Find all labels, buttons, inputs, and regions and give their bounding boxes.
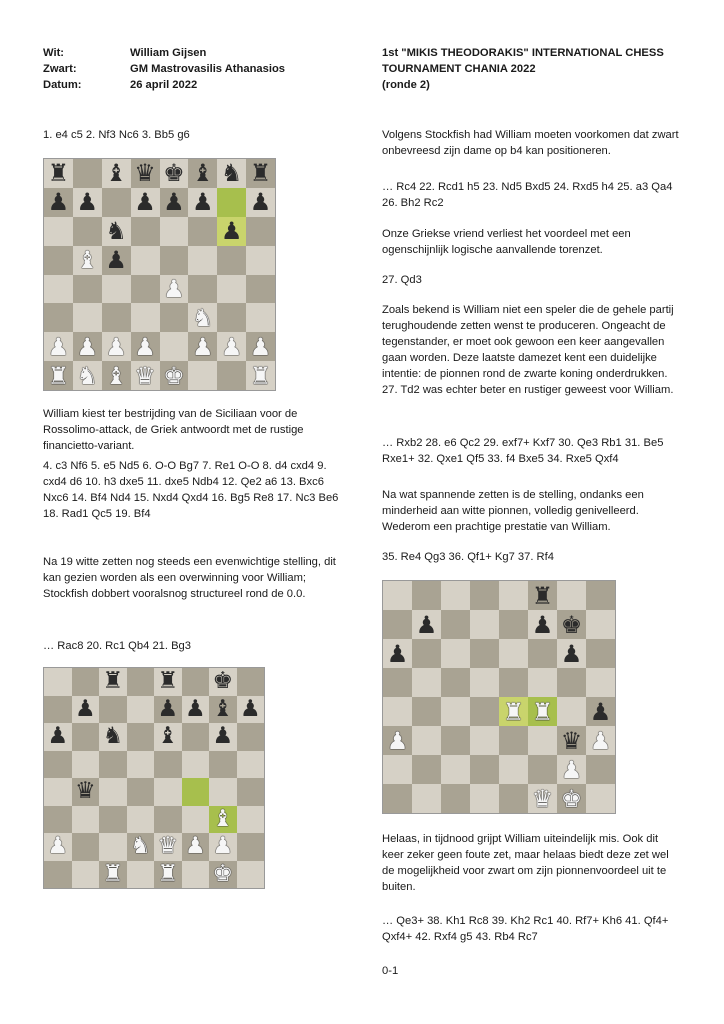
square-c3 bbox=[99, 806, 127, 834]
square-d4 bbox=[470, 697, 499, 726]
square-g3 bbox=[557, 726, 586, 755]
square-d1 bbox=[131, 361, 160, 390]
square-d2 bbox=[131, 332, 160, 361]
square-f2 bbox=[188, 332, 217, 361]
square-f7 bbox=[188, 188, 217, 217]
black-pawn-icon: ♟ bbox=[47, 188, 70, 217]
square-b5 bbox=[72, 751, 100, 779]
square-e3 bbox=[499, 726, 528, 755]
square-g2 bbox=[209, 833, 237, 861]
black-bishop-icon: ♝ bbox=[157, 723, 179, 750]
black-pawn-icon: ♟ bbox=[105, 246, 127, 275]
square-e1 bbox=[499, 784, 528, 813]
square-g2 bbox=[217, 332, 246, 361]
square-c2 bbox=[102, 332, 131, 361]
square-b1 bbox=[73, 361, 102, 390]
square-d8 bbox=[470, 581, 499, 610]
square-b2 bbox=[72, 833, 100, 861]
square-h8 bbox=[246, 159, 275, 188]
square-g4 bbox=[557, 697, 586, 726]
square-a1 bbox=[44, 861, 72, 889]
date-row bbox=[43, 77, 333, 93]
square-b6 bbox=[412, 639, 441, 668]
black-pawn-icon: ♟ bbox=[212, 723, 234, 750]
square-c8 bbox=[102, 159, 131, 188]
square-f8 bbox=[182, 668, 210, 696]
square-b7 bbox=[412, 610, 441, 639]
square-h1 bbox=[237, 861, 265, 889]
square-d6 bbox=[131, 217, 160, 246]
white-pawn-icon: ♟ bbox=[212, 833, 234, 860]
white-rook-icon: ♜ bbox=[502, 697, 525, 726]
square-h6 bbox=[246, 217, 275, 246]
square-b4 bbox=[72, 778, 100, 806]
white-pawn-icon: ♟ bbox=[192, 332, 214, 361]
white-rook-icon: ♜ bbox=[47, 361, 70, 390]
square-e6 bbox=[499, 639, 528, 668]
square-f1 bbox=[188, 361, 217, 390]
square-h2 bbox=[246, 332, 275, 361]
square-h8 bbox=[237, 668, 265, 696]
square-f4 bbox=[188, 275, 217, 304]
square-d1 bbox=[127, 861, 155, 889]
square-a6 bbox=[383, 639, 412, 668]
square-a6 bbox=[44, 217, 73, 246]
square-b6 bbox=[72, 723, 100, 751]
black-pawn-icon: ♟ bbox=[531, 610, 554, 639]
square-b3 bbox=[72, 806, 100, 834]
tournament-line-1 bbox=[382, 45, 702, 61]
square-f6 bbox=[182, 723, 210, 751]
square-e5 bbox=[499, 668, 528, 697]
square-e7 bbox=[499, 610, 528, 639]
square-e6 bbox=[160, 217, 189, 246]
black-rook-icon: ♜ bbox=[157, 668, 179, 695]
black-bishop-icon: ♝ bbox=[105, 159, 127, 188]
square-c1 bbox=[99, 861, 127, 889]
square-h5 bbox=[246, 246, 275, 275]
square-e7 bbox=[160, 188, 189, 217]
square-b5 bbox=[412, 668, 441, 697]
square-e8 bbox=[499, 581, 528, 610]
black-pawn-icon: ♟ bbox=[249, 188, 272, 217]
white-knight-icon: ♞ bbox=[129, 833, 151, 860]
black-rook-icon: ♜ bbox=[47, 159, 70, 188]
square-e3 bbox=[160, 303, 189, 332]
white-king-icon: ♚ bbox=[560, 784, 583, 813]
square-c1 bbox=[102, 361, 131, 390]
black-pawn-icon: ♟ bbox=[157, 695, 179, 722]
square-c7 bbox=[441, 610, 470, 639]
black-bishop-icon: ♝ bbox=[192, 159, 214, 188]
square-c8 bbox=[99, 668, 127, 696]
square-b1 bbox=[72, 861, 100, 889]
square-a7 bbox=[44, 696, 72, 724]
square-f8 bbox=[528, 581, 557, 610]
square-e1 bbox=[160, 361, 189, 390]
commentary-william-style: Zoals bekend is William niet een speler die de gehele partij terughoudende zetten wenst te produceren. Ongeacht de tegenstander, er moet ook gewoon een keer aangevallen gaan worden. Deze laatste damezet kent een duidelijke intentie: de pionnen rond de zwarte koning onderdrukken. 27. Td2 was echter beter en rustiger geweest voor William. bbox=[382, 304, 674, 396]
square-g4 bbox=[217, 275, 246, 304]
black-knight-icon: ♞ bbox=[105, 217, 127, 246]
square-a1 bbox=[383, 784, 412, 813]
moves-35-to-37: 35. Re4 Qg3 36. Qf1+ Kg7 37. Rf4 bbox=[382, 551, 554, 563]
square-h5 bbox=[586, 668, 615, 697]
square-a7 bbox=[44, 188, 73, 217]
square-f3 bbox=[182, 806, 210, 834]
black-rook-icon: ♜ bbox=[102, 668, 124, 695]
square-e4 bbox=[160, 275, 189, 304]
white-pawn-icon: ♟ bbox=[76, 332, 99, 361]
square-h4 bbox=[246, 275, 275, 304]
square-e6 bbox=[154, 723, 182, 751]
tournament-line-2 bbox=[382, 61, 672, 77]
square-a2 bbox=[383, 755, 412, 784]
black-pawn-icon: ♟ bbox=[415, 610, 438, 639]
square-c3 bbox=[102, 303, 131, 332]
chess-board-opening bbox=[43, 158, 276, 391]
square-e3 bbox=[154, 806, 182, 834]
square-g1 bbox=[557, 784, 586, 813]
square-h8 bbox=[586, 581, 615, 610]
square-f2 bbox=[528, 755, 557, 784]
white-pawn-icon: ♟ bbox=[105, 332, 127, 361]
square-f8 bbox=[188, 159, 217, 188]
white-queen-icon: ♛ bbox=[157, 833, 179, 860]
square-g1 bbox=[209, 861, 237, 889]
square-f7 bbox=[528, 610, 557, 639]
commentary-levelled: Na wat spannende zetten is de stelling, ondanks een minderheid aan witte pionnen, volledig genivelleerd. Wederom een prachtige prestatie van William. bbox=[382, 489, 644, 533]
round-label: (ronde 2) bbox=[382, 79, 430, 91]
commentary-greek-friend: Onze Griekse vriend verliest het voordeel met een ogenschijnlijk logische aanvallende torenzet. bbox=[382, 228, 631, 256]
square-c8 bbox=[441, 581, 470, 610]
square-g1 bbox=[217, 361, 246, 390]
square-e8 bbox=[160, 159, 189, 188]
square-b2 bbox=[73, 332, 102, 361]
date-label: Datum: bbox=[43, 79, 82, 91]
square-d1 bbox=[470, 784, 499, 813]
square-b8 bbox=[72, 668, 100, 696]
white-bishop-icon: ♝ bbox=[76, 246, 99, 275]
square-a1 bbox=[44, 361, 73, 390]
move-27: 27. Qd3 bbox=[382, 274, 422, 286]
white-player: William Gijsen bbox=[130, 47, 207, 59]
square-g5 bbox=[209, 751, 237, 779]
square-d7 bbox=[470, 610, 499, 639]
square-f1 bbox=[528, 784, 557, 813]
square-g3 bbox=[209, 806, 237, 834]
black-queen-icon: ♛ bbox=[560, 726, 583, 755]
square-h1 bbox=[586, 784, 615, 813]
square-h5 bbox=[237, 751, 265, 779]
square-c1 bbox=[441, 784, 470, 813]
square-c6 bbox=[99, 723, 127, 751]
square-d4 bbox=[131, 275, 160, 304]
white-queen-icon: ♛ bbox=[531, 784, 554, 813]
square-b7 bbox=[73, 188, 102, 217]
white-pawn-icon: ♟ bbox=[47, 332, 70, 361]
black-player-row bbox=[43, 61, 333, 77]
square-g6 bbox=[209, 723, 237, 751]
square-g8 bbox=[557, 581, 586, 610]
square-b2 bbox=[412, 755, 441, 784]
white-bishop-icon: ♝ bbox=[105, 361, 127, 390]
square-g5 bbox=[217, 246, 246, 275]
black-rook-icon: ♜ bbox=[531, 581, 554, 610]
square-e5 bbox=[160, 246, 189, 275]
square-c6 bbox=[441, 639, 470, 668]
square-g4 bbox=[209, 778, 237, 806]
square-c4 bbox=[441, 697, 470, 726]
square-d2 bbox=[127, 833, 155, 861]
square-f4 bbox=[182, 778, 210, 806]
square-g7 bbox=[557, 610, 586, 639]
commentary-rossolimo: William kiest ter bestrijding van de Siciliaan voor de Rossolimo-attack, de Griek antwoordt met de rustige financietto-variant. bbox=[43, 408, 304, 452]
black-pawn-icon: ♟ bbox=[560, 639, 583, 668]
square-a5 bbox=[44, 246, 73, 275]
square-g8 bbox=[209, 668, 237, 696]
chess-board-move-37 bbox=[382, 580, 616, 814]
moves-21-to-26: … Rc4 22. Rcd1 h5 23. Nd5 Bxd5 24. Rxd5 h4 25. a3 Qa4 26. Bh2 Rc2 bbox=[382, 181, 673, 209]
square-a2 bbox=[44, 332, 73, 361]
opening-moves: 1. e4 c5 2. Nf3 Nc6 3. Bb5 g6 bbox=[43, 129, 190, 141]
square-a5 bbox=[383, 668, 412, 697]
square-c5 bbox=[102, 246, 131, 275]
square-d5 bbox=[127, 751, 155, 779]
square-b3 bbox=[73, 303, 102, 332]
square-f1 bbox=[182, 861, 210, 889]
square-e7 bbox=[154, 696, 182, 724]
square-b3 bbox=[412, 726, 441, 755]
square-d2 bbox=[470, 755, 499, 784]
black-pawn-icon: ♟ bbox=[134, 188, 156, 217]
square-g6 bbox=[217, 217, 246, 246]
square-b7 bbox=[72, 696, 100, 724]
black-pawn-icon: ♟ bbox=[76, 188, 99, 217]
square-d6 bbox=[470, 639, 499, 668]
black-pawn-icon: ♟ bbox=[239, 695, 261, 722]
square-e4 bbox=[154, 778, 182, 806]
square-c7 bbox=[102, 188, 131, 217]
white-knight-icon: ♞ bbox=[76, 361, 99, 390]
white-pawn-icon: ♟ bbox=[47, 833, 69, 860]
black-bishop-icon: ♝ bbox=[212, 695, 234, 722]
square-d8 bbox=[131, 159, 160, 188]
white-knight-icon: ♞ bbox=[192, 303, 214, 332]
square-d7 bbox=[131, 188, 160, 217]
square-c6 bbox=[102, 217, 131, 246]
black-pawn-icon: ♟ bbox=[192, 188, 214, 217]
square-d7 bbox=[127, 696, 155, 724]
white-rook-icon: ♜ bbox=[102, 860, 124, 887]
square-h7 bbox=[246, 188, 275, 217]
black-pawn-icon: ♟ bbox=[47, 723, 69, 750]
black-player: GM Mastrovasilis Athanasios bbox=[130, 63, 286, 75]
square-b8 bbox=[73, 159, 102, 188]
square-a7 bbox=[383, 610, 412, 639]
square-a8 bbox=[383, 581, 412, 610]
square-d3 bbox=[470, 726, 499, 755]
square-e5 bbox=[154, 751, 182, 779]
white-bishop-icon: ♝ bbox=[212, 805, 234, 832]
square-e1 bbox=[154, 861, 182, 889]
square-f2 bbox=[182, 833, 210, 861]
square-a3 bbox=[44, 806, 72, 834]
black-pawn-icon: ♟ bbox=[74, 695, 96, 722]
square-a8 bbox=[44, 159, 73, 188]
white-pawn-icon: ♟ bbox=[249, 332, 272, 361]
square-h7 bbox=[237, 696, 265, 724]
black-pawn-icon: ♟ bbox=[589, 697, 612, 726]
square-c3 bbox=[441, 726, 470, 755]
square-b1 bbox=[412, 784, 441, 813]
square-a4 bbox=[44, 275, 73, 304]
white-label: Wit: bbox=[43, 47, 65, 59]
square-a6 bbox=[44, 723, 72, 751]
square-a5 bbox=[44, 751, 72, 779]
round-row bbox=[382, 77, 672, 93]
white-pawn-icon: ♟ bbox=[220, 332, 243, 361]
white-rook-icon: ♜ bbox=[157, 860, 179, 887]
black-queen-icon: ♛ bbox=[134, 159, 156, 188]
square-h4 bbox=[586, 697, 615, 726]
square-c7 bbox=[99, 696, 127, 724]
square-e2 bbox=[154, 833, 182, 861]
black-queen-icon: ♛ bbox=[74, 778, 96, 805]
moves-4-to-19: 4. c3 Nf6 5. e5 Nd5 6. O-O Bg7 7. Re1 O-O 8. d4 cxd4 9. cxd4 d6 10. h3 dxe5 11. dxe5 Ndb4 12. Qe2 a6 13. Bxc6 Nxc6 14. Bf4 Nd4 15. Nxd4 Qxd4 16. Bg5 Re8 17. Nc3 Be6 18. Rad1 Qc5 19. Bf4 bbox=[43, 460, 339, 520]
square-e8 bbox=[154, 668, 182, 696]
white-rook-icon: ♜ bbox=[531, 697, 554, 726]
white-pawn-icon: ♟ bbox=[163, 274, 185, 303]
square-b4 bbox=[412, 697, 441, 726]
black-pawn-icon: ♟ bbox=[163, 188, 185, 217]
square-h4 bbox=[237, 778, 265, 806]
white-pawn-icon: ♟ bbox=[134, 332, 156, 361]
square-e2 bbox=[160, 332, 189, 361]
square-f5 bbox=[528, 668, 557, 697]
square-g5 bbox=[557, 668, 586, 697]
square-h6 bbox=[586, 639, 615, 668]
white-player-row bbox=[43, 45, 333, 61]
white-king-icon: ♚ bbox=[163, 361, 185, 390]
commentary-balanced: Na 19 witte zetten nog steeds een evenwichtige stelling, dit kan gezien worden als een overwinning voor William; Stockfish dobbert vooralsnog structureel rond de 0.0. bbox=[43, 556, 336, 600]
white-pawn-icon: ♟ bbox=[386, 726, 409, 755]
square-a3 bbox=[44, 303, 73, 332]
square-b4 bbox=[73, 275, 102, 304]
square-c4 bbox=[102, 275, 131, 304]
square-f5 bbox=[182, 751, 210, 779]
square-c5 bbox=[99, 751, 127, 779]
square-d3 bbox=[131, 303, 160, 332]
black-knight-icon: ♞ bbox=[220, 159, 243, 188]
square-b6 bbox=[73, 217, 102, 246]
square-c5 bbox=[441, 668, 470, 697]
square-f6 bbox=[528, 639, 557, 668]
square-b5 bbox=[73, 246, 102, 275]
square-g6 bbox=[557, 639, 586, 668]
moves-19-to-21: … Rac8 20. Rc1 Qb4 21. Bg3 bbox=[43, 640, 192, 652]
tournament-name-1: 1st "MIKIS THEODORAKIS" INTERNATIONAL CHESS bbox=[382, 47, 664, 59]
commentary-time-trouble: Helaas, in tijdnood grijpt William uiteindelijk mis. Ook dit keer zeker geen foute zet, maar helaas biedt deze zet wel de mogelijkheid voor zwart om zijn pionnenvoordeel uit te buiten. bbox=[382, 833, 669, 893]
black-king-icon: ♚ bbox=[163, 159, 185, 188]
square-h3 bbox=[246, 303, 275, 332]
square-a3 bbox=[383, 726, 412, 755]
square-f5 bbox=[188, 246, 217, 275]
square-f4 bbox=[528, 697, 557, 726]
moves-37-to-43: … Qe3+ 38. Kh1 Rc8 39. Kh2 Rc1 40. Rf7+ Kh6 41. Qf4+ Qxf4+ 42. Rxf4 g5 43. Rb4 Rc7 bbox=[382, 915, 669, 943]
square-d3 bbox=[127, 806, 155, 834]
square-c2 bbox=[441, 755, 470, 784]
tournament-name-2: TOURNAMENT CHANIA 2022 bbox=[382, 63, 536, 75]
date-value: 26 april 2022 bbox=[130, 79, 198, 91]
square-f3 bbox=[528, 726, 557, 755]
square-g3 bbox=[217, 303, 246, 332]
black-pawn-icon: ♟ bbox=[184, 695, 206, 722]
square-c4 bbox=[99, 778, 127, 806]
commentary-stockfish: Volgens Stockfish had William moeten voorkomen dat zwart onbevreesd zijn dame op b4 kan positioneren. bbox=[382, 129, 679, 157]
chess-board-move-21 bbox=[43, 667, 265, 889]
white-pawn-icon: ♟ bbox=[589, 726, 612, 755]
square-a2 bbox=[44, 833, 72, 861]
square-g7 bbox=[217, 188, 246, 217]
white-queen-icon: ♛ bbox=[134, 361, 156, 390]
game-result: 0-1 bbox=[382, 965, 399, 977]
square-g7 bbox=[209, 696, 237, 724]
square-f7 bbox=[182, 696, 210, 724]
square-h3 bbox=[586, 726, 615, 755]
black-knight-icon: ♞ bbox=[102, 723, 124, 750]
square-a8 bbox=[44, 668, 72, 696]
square-h2 bbox=[586, 755, 615, 784]
square-a4 bbox=[44, 778, 72, 806]
white-pawn-icon: ♟ bbox=[184, 833, 206, 860]
black-pawn-icon: ♟ bbox=[386, 639, 409, 668]
moves-27-to-34: … Rxb2 28. e6 Qc2 29. exf7+ Kxf7 30. Qe3 Rb1 31. Be5 Rxe1+ 32. Qxe1 Qf5 33. f4 Bxe5 34. Rxe5 Qxf4 bbox=[382, 437, 664, 465]
square-f6 bbox=[188, 217, 217, 246]
square-b8 bbox=[412, 581, 441, 610]
black-label: Zwart: bbox=[43, 63, 77, 75]
square-h7 bbox=[586, 610, 615, 639]
black-king-icon: ♚ bbox=[212, 668, 234, 695]
square-h3 bbox=[237, 806, 265, 834]
white-king-icon: ♚ bbox=[212, 860, 234, 887]
square-d5 bbox=[131, 246, 160, 275]
square-g2 bbox=[557, 755, 586, 784]
white-pawn-icon: ♟ bbox=[560, 755, 583, 784]
square-c2 bbox=[99, 833, 127, 861]
white-rook-icon: ♜ bbox=[249, 361, 272, 390]
square-g8 bbox=[217, 159, 246, 188]
square-d6 bbox=[127, 723, 155, 751]
square-d8 bbox=[127, 668, 155, 696]
black-rook-icon: ♜ bbox=[249, 159, 272, 188]
square-d4 bbox=[127, 778, 155, 806]
black-pawn-icon: ♟ bbox=[220, 217, 243, 246]
square-e4 bbox=[499, 697, 528, 726]
square-e2 bbox=[499, 755, 528, 784]
square-h1 bbox=[246, 361, 275, 390]
square-a4 bbox=[383, 697, 412, 726]
square-f3 bbox=[188, 303, 217, 332]
square-h6 bbox=[237, 723, 265, 751]
square-d5 bbox=[470, 668, 499, 697]
black-king-icon: ♚ bbox=[560, 610, 583, 639]
square-h2 bbox=[237, 833, 265, 861]
